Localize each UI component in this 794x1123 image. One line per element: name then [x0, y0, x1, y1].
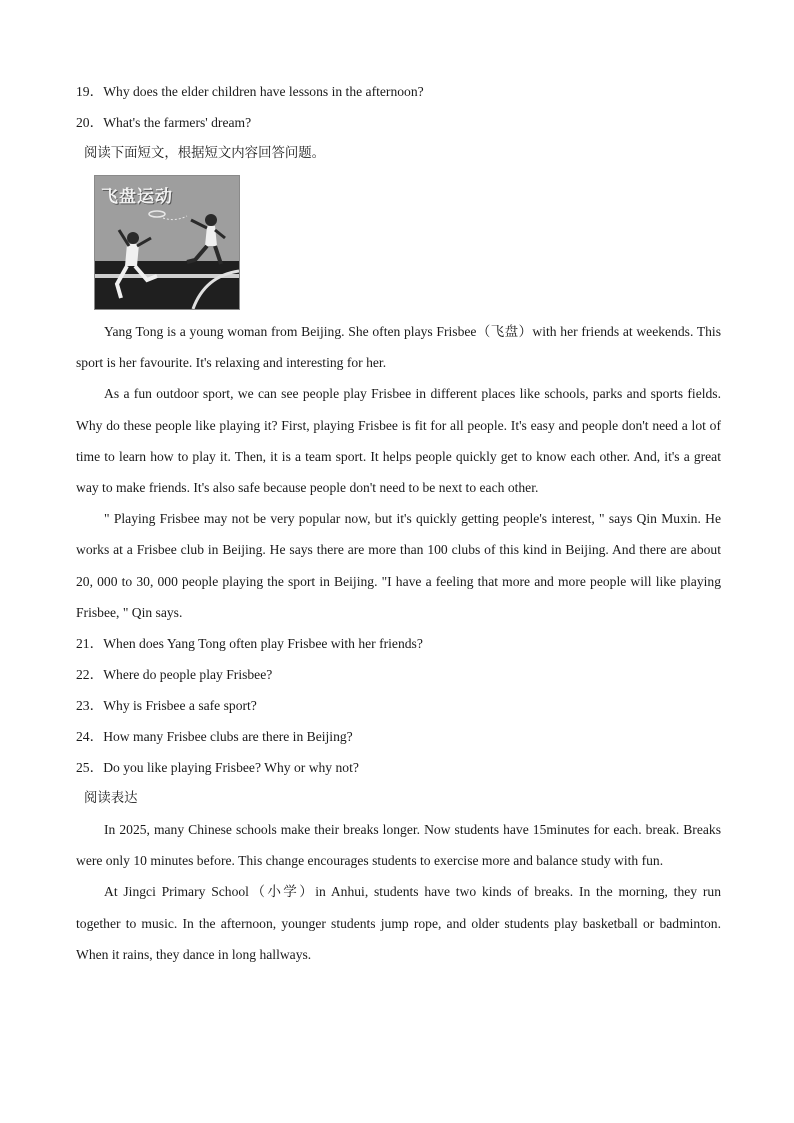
question-number: 25． [76, 760, 104, 776]
question-25 [76, 752, 721, 783]
document-page [76, 76, 721, 970]
question-number: 19． [76, 84, 104, 99]
question-21 [76, 628, 721, 659]
question-number: 22． [76, 667, 104, 683]
frisbee-paragraph-2: As a fun outdoor sport, we can see people play Frisbee in different places like schools, parks and sports fields. Why do these people like playing it? First, playing Frisbee is fit for all people. It's easy and people don't need a lot of time to learn how to play it. Then, it is a team sport. It helps people quickly get to know each other. And, it's a great way to make friends. It's also safe because people don't need to be next to each other. [76, 386, 721, 496]
question-number: 24． [76, 729, 104, 745]
breaks-paragraph-1: In 2025, many Chinese schools make their breaks longer. Now students have 15minutes for each. break. Breaks were only 10 minutes before. This change encourages students to exercise more and balance study with fun. [76, 822, 721, 869]
section-instruction-2: 阅读表达 [84, 791, 138, 807]
illustration-caption: 飞盘运动 [101, 187, 173, 207]
question-text: How many Frisbee clubs are there in Beijing? [103, 729, 353, 745]
section-instruction: 阅读下面短文，根据短文内容回答问题。 [84, 146, 326, 161]
breaks-paragraph-2: At Jingci Primary School（小学）in Anhui, students have two kinds of breaks. In the morning, they run together to music. In the afternoon, younger students jump rope, and older students play basketball or badminton. When it rains, they dance in long hallways. [76, 884, 721, 962]
question-20 [76, 107, 721, 138]
question-22 [76, 659, 721, 690]
frisbee-illustration [94, 175, 240, 310]
question-text: Do you like playing Frisbee? Why or why not? [103, 760, 359, 776]
frisbee-paragraph-3: " Playing Frisbee may not be very popular now, but it's quickly getting people's interest, " says Qin Muxin. He works at a Frisbee club in Beijing. He says there are more than 100 clubs of this kind in Beijing. And there are about 20, 000 to 30, 000 people playing the sport in Beijing. "I have a feeling that more and more people will like playing Frisbee, " Qin says. [76, 511, 721, 620]
question-number: 23． [76, 698, 104, 714]
question-number: 20． [76, 115, 104, 130]
question-text: Why is Frisbee a safe sport? [103, 698, 257, 714]
question-text: When does Yang Tong often play Frisbee with her friends? [103, 636, 423, 652]
frisbee-players-drawing [95, 176, 239, 309]
question-23 [76, 690, 721, 721]
question-24 [76, 721, 721, 752]
question-19 [76, 76, 721, 107]
question-number: 21． [76, 636, 104, 652]
frisbee-paragraph-1: Yang Tong is a young woman from Beijing. She often plays Frisbee（飞盘）with her friends at weekends. This sport is her favourite. It's relaxing and interesting for her. [76, 324, 721, 371]
question-text: Why does the elder children have lessons in the afternoon? [103, 84, 424, 99]
question-text: Where do people play Frisbee? [103, 667, 273, 683]
question-text: What's the farmers' dream? [103, 115, 252, 130]
